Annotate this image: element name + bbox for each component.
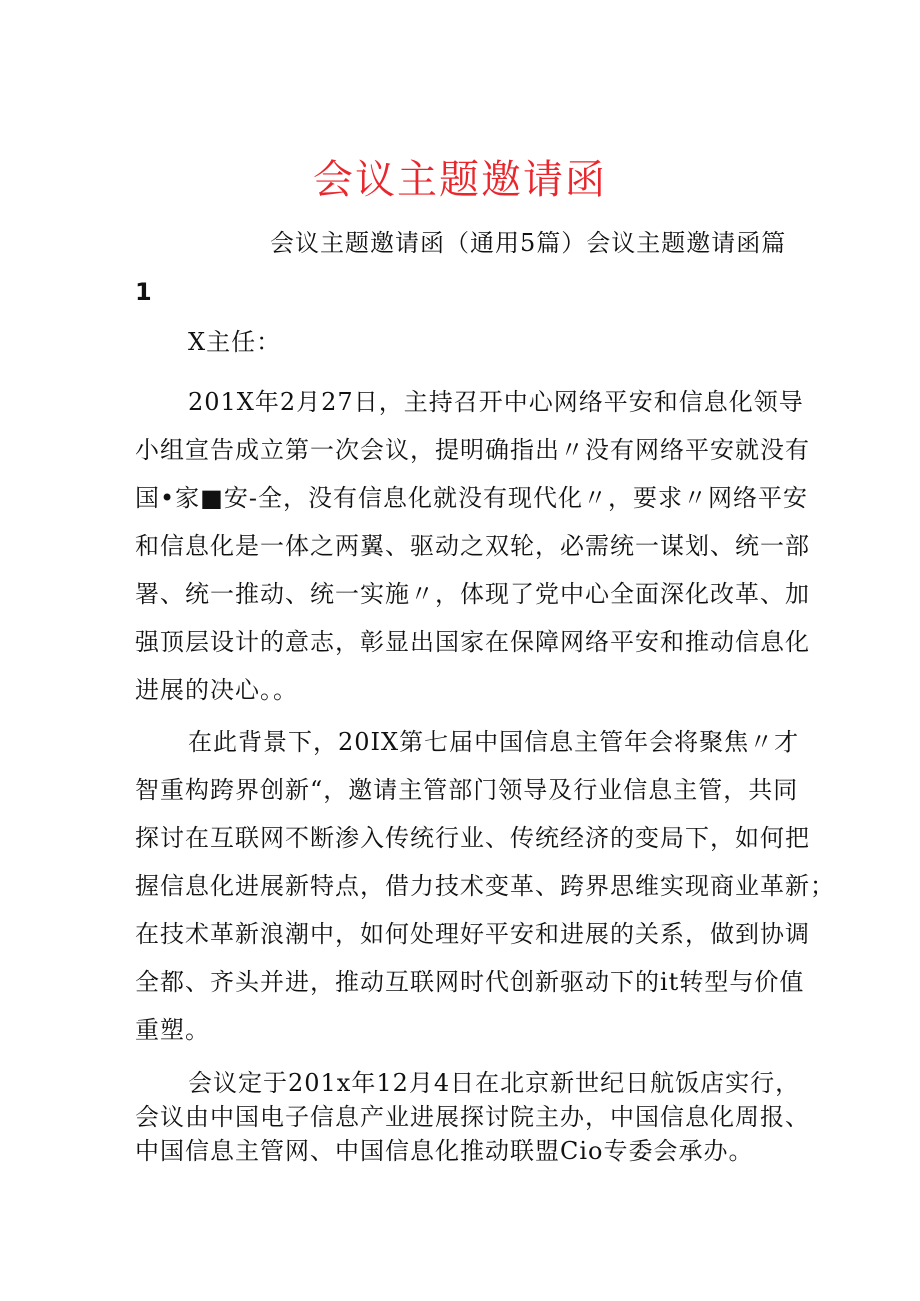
salutation: X主任： <box>188 328 282 356</box>
document-title: 会议主题邀请函 <box>313 157 607 203</box>
paragraph-1-line: 强顶层设计的意志，彰显出国家在保障网络平安和推动信息化 <box>135 628 810 656</box>
paragraph-3-line: 会议定于201x年12月4日在北京新世纪日航饭店实行， <box>188 1069 801 1097</box>
subtitle-line-2: 1 <box>135 278 153 306</box>
paragraph-1-line: 进展的决心。。 <box>135 676 298 704</box>
paragraph-3-line: 中国信息主管网、中国信息化推动联盟Cio专委会承办。 <box>135 1137 754 1165</box>
paragraph-1-line: 署、统一推动、统一实施〃，体现了党中心全面深化改革、加 <box>135 580 810 608</box>
paragraph-2-line: 在技术革新浪潮中，如何处理好平安和进展的关系，做到协调 <box>135 920 810 948</box>
paragraph-3-line: 会议由中国电子信息产业进展探讨院主办，中国信息化周报、 <box>135 1103 810 1131</box>
paragraph-2-line: 握信息化进展新特点，借力技术变革、跨界思维实现商业革新； <box>135 872 835 900</box>
paragraph-2-line: 在此背景下，20IX第七届中国信息主管年会将聚焦〃才 <box>188 728 800 756</box>
paragraph-2-line: 智重构跨界创新“，邀请主管部门领导及行业信息主管，共同 <box>135 776 799 804</box>
paragraph-1-line: 和信息化是一体之两翼、驱动之双轮，必需统一谋划、统一部 <box>135 532 810 560</box>
paragraph-1-line: 201X年2月27日，主持召开中心网络平安和信息化领导 <box>188 388 804 416</box>
paragraph-2-line: 重塑。 <box>135 1016 210 1044</box>
paragraph-1-line: 国•家■安-全，没有信息化就没有现代化〃，要求〃网络平安 <box>135 484 808 512</box>
subtitle-line-1: 会议主题邀请函（通用5篇）会议主题邀请函篇 <box>270 229 787 257</box>
paragraph-2-line: 全都、齐头并进，推动互联网时代创新驱动下的it转型与价值 <box>135 968 805 996</box>
paragraph-1-line: 小组宣告成立第一次会议，提明确指出〃没有网络平安就没有 <box>135 436 810 464</box>
paragraph-2-line: 探讨在互联网不断渗入传统行业、传统经济的变局下，如何把 <box>135 824 810 852</box>
